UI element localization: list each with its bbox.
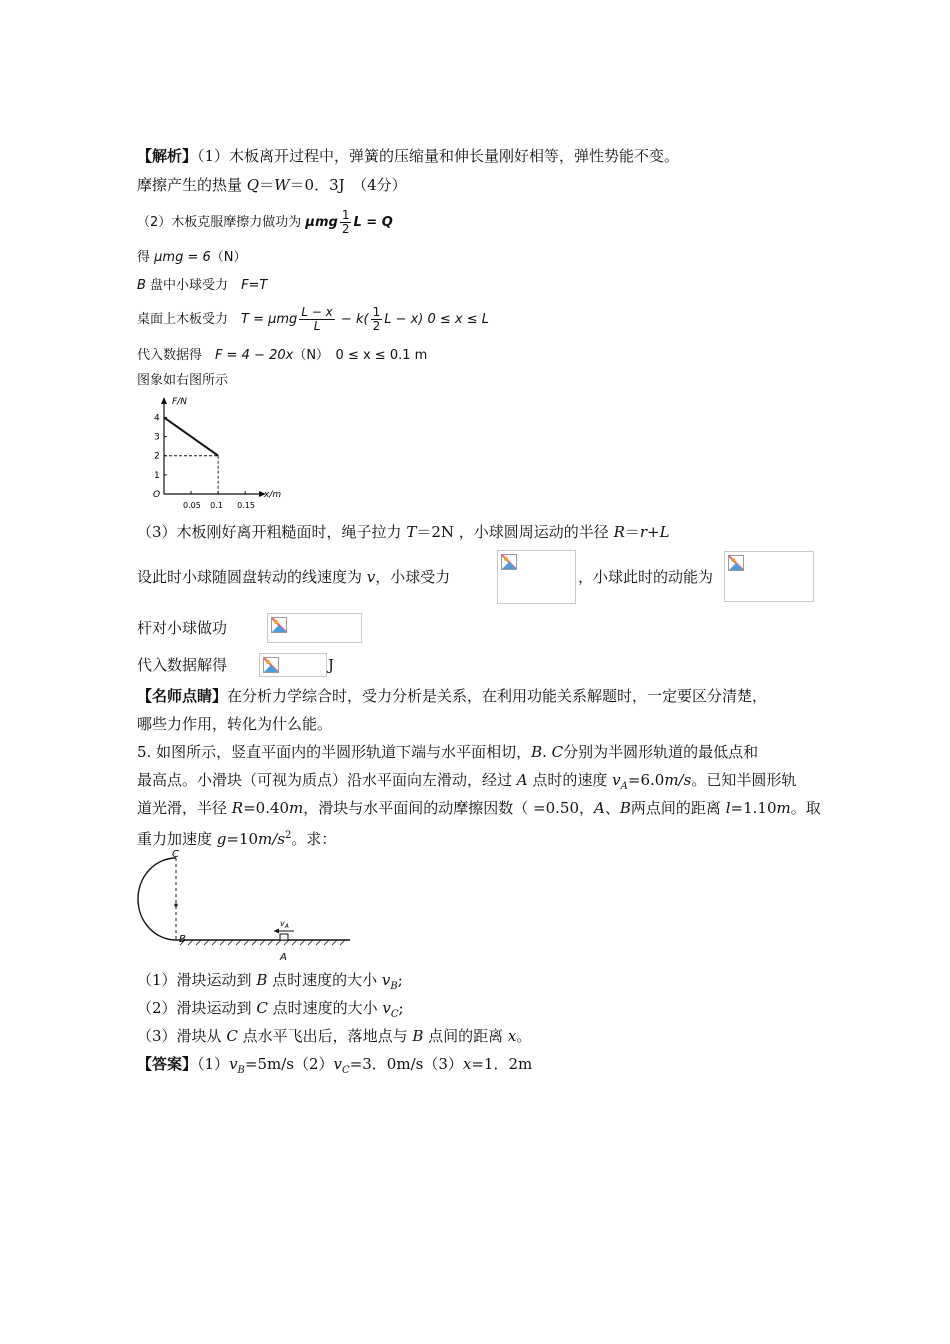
sub-c: C — [390, 1009, 399, 1020]
var-b: B — [256, 971, 268, 989]
analysis-line-4 — [137, 248, 247, 268]
subst-text: 代入数据得 — [137, 348, 216, 363]
var-v: v — [612, 771, 621, 789]
l-value: =1.10 — [730, 799, 777, 817]
broken-image-icon — [501, 554, 517, 570]
answer-1-value: =5m/s（2） — [244, 1055, 334, 1073]
part3-text-c: 设此时小球随圆盘转动的线速度为 — [137, 568, 367, 586]
q5-text-1: 5. 如图所示，竖直平面内的半圆形轨道下端与水平面相切， — [137, 743, 532, 761]
q5-line-2 — [137, 770, 796, 797]
s3-text: （3）滑块从 — [137, 1027, 227, 1045]
fraction-half-2 — [371, 306, 383, 333]
answer-tag: 【答案】 — [137, 1055, 198, 1073]
answer-line — [137, 1054, 532, 1081]
s1-text: （1）滑块运动到 — [137, 971, 257, 989]
f-range: （N） 0 ≤ x ≤ 0.1 m — [293, 348, 428, 363]
semicolon: ; — [397, 971, 403, 989]
analysis-line-5 — [137, 276, 267, 296]
q5-text-1b: 分别为半圆形轨道的最低点和 — [563, 743, 759, 761]
mu-mg: μmg — [305, 215, 338, 230]
velocity-label: $v_A$ — [280, 919, 289, 930]
eq-sign: ＝ — [259, 176, 275, 194]
sub-a: A — [620, 781, 628, 792]
teacher-text: 在分析力学综合时，受力分析是关系，在利用功能关系解题时，一定要区分清楚， — [227, 687, 768, 705]
var-v: v — [381, 971, 391, 989]
broken-image-rod-work — [267, 613, 362, 643]
var-g: g — [216, 830, 227, 848]
ball-force-text: 盘中小球受力 — [145, 278, 242, 293]
s1-text-b: 点时速度的大小 — [267, 971, 382, 989]
analysis-line-2 — [137, 175, 407, 195]
eq-sign: ＝ — [624, 523, 640, 541]
var-w: W — [274, 176, 290, 194]
velocity-arrow-head — [274, 929, 279, 934]
answer-2-value: =3．0m/s（3） — [349, 1055, 463, 1073]
q5-line-3 — [137, 798, 821, 818]
var-q: Q — [246, 176, 260, 194]
var-a: A — [516, 771, 528, 789]
ground-hatching — [180, 940, 345, 945]
part3-line-2b — [578, 567, 713, 587]
q5-sub-2 — [137, 998, 404, 1025]
var-x: x — [507, 1027, 517, 1045]
slider-block — [280, 934, 288, 940]
heat-value: ＝0．3J （4分） — [289, 176, 407, 194]
q5-text-2c: 。已知半圆形轨 — [691, 771, 797, 789]
unit-ms: m/s — [664, 771, 692, 789]
semicircle-track-figure — [130, 848, 355, 966]
s2-text-b: 点时速度的大小 — [267, 999, 383, 1017]
y-axis-label: F/N — [172, 397, 187, 407]
q5-text-4b: 。求： — [291, 830, 337, 848]
period: 。 — [516, 1027, 532, 1045]
sub-b: B — [237, 1065, 245, 1076]
var-x: x — [462, 1055, 472, 1073]
semicolon: ; — [398, 999, 404, 1017]
work-eq-rhs: L = Q — [353, 215, 393, 230]
part3-line-4 — [137, 655, 227, 675]
label-c: C — [172, 849, 179, 860]
y-tick-label: 3 — [154, 432, 160, 443]
s3-text-b: 点水平飞出后，落地点与 — [237, 1027, 413, 1045]
fraction-lx — [299, 306, 334, 333]
label-b: B — [179, 934, 186, 945]
part3-line-2 — [137, 567, 450, 587]
broken-image-icon — [263, 657, 279, 673]
broken-image-result — [259, 653, 327, 677]
force-line — [164, 417, 218, 455]
q5-text-4: 重力加速度 — [137, 830, 217, 848]
s2-text: （2）滑块运动到 — [137, 999, 257, 1017]
graph-caption: 图象如右图所示 — [137, 373, 229, 388]
q5-text-2: 最高点。小滑块（可视为质点）沿水平面向左滑动，经过 — [137, 771, 517, 789]
frac-den: 2 — [372, 319, 381, 333]
var-v: v — [229, 1055, 238, 1073]
var-l: l — [725, 799, 731, 817]
mu-mg-eq: μmg = 6 — [154, 250, 211, 265]
center-point — [174, 903, 177, 906]
g-value: =10 — [226, 830, 259, 848]
get-text: 得 — [137, 250, 155, 265]
q5-sub-3 — [137, 1026, 531, 1046]
broken-image-kinetic — [724, 551, 814, 602]
part3-text-a: （3）木板刚好离开粗糙面时，绳子拉力 — [137, 523, 407, 541]
semicircle-track — [138, 858, 176, 940]
unit-m: m — [776, 799, 791, 817]
var-c: C — [256, 999, 268, 1017]
y-tick-label: 4 — [154, 413, 160, 424]
board-force-text: 桌面上木板受力 — [137, 312, 242, 327]
frac-den: 2 — [341, 222, 350, 236]
teacher-line-1 — [137, 686, 767, 706]
r-value: =0.40 — [243, 799, 290, 817]
ball-force: ，小球受力 — [375, 568, 451, 586]
x-axis-label: x/m — [264, 490, 282, 500]
q5-text-3c: 两点间的距离 — [630, 799, 726, 817]
broken-image-icon — [271, 617, 287, 633]
teacher-tag: 【名师点睛】 — [137, 687, 228, 705]
fraction-half — [340, 209, 352, 236]
analysis-line-7 — [137, 346, 427, 366]
var-v: v — [366, 568, 376, 586]
var-r: R — [231, 799, 244, 817]
origin-label: O — [153, 490, 161, 500]
answer-1-label: （1） — [197, 1055, 230, 1073]
y-tick-label: 1 — [154, 470, 160, 481]
kinetic-energy-text: ，小球此时的动能为 — [578, 568, 714, 586]
x-tick-label: 0.1 — [210, 501, 223, 510]
q5-text-3b: ，滑块与水平面间的动摩擦因数（ =0.50， — [303, 799, 595, 817]
var-b: B — [619, 799, 631, 817]
sub-b: B — [390, 981, 398, 992]
x-tick-label: 0.05 — [183, 501, 201, 510]
var-t: T — [406, 523, 417, 541]
var-a: A — [594, 799, 605, 817]
analysis-line-8 — [137, 371, 228, 391]
unit-ms2: m/s — [258, 830, 286, 848]
broken-image-force — [497, 550, 576, 604]
frac-num: 1 — [372, 305, 381, 319]
var-c: C — [551, 743, 564, 761]
var-v: v — [382, 999, 391, 1017]
analysis-line-3 — [137, 208, 393, 238]
s3-text-c: 点间的距离 — [423, 1027, 508, 1045]
q5-text-3d: 。取 — [790, 799, 821, 817]
sup-2: 2 — [285, 830, 292, 841]
sub-c: C — [342, 1065, 350, 1076]
q5-line-1 — [137, 742, 758, 762]
teacher-text-2: 哪些力作用，转化为什么能。 — [137, 715, 333, 733]
unit-m: m — [289, 799, 304, 817]
r-plus-l: r+L — [639, 523, 670, 541]
broken-image-icon — [728, 555, 744, 571]
part3-line-3 — [137, 618, 227, 638]
label-a: A — [280, 952, 287, 963]
part3-text-b: ＝2N ，小球圆周运动的半径 — [416, 523, 614, 541]
unit-j: J — [328, 656, 335, 674]
teacher-line-2 — [137, 714, 332, 734]
sep: 、 — [604, 799, 620, 817]
minus-k: − k( — [336, 312, 369, 327]
frac-num: 1 — [341, 208, 350, 222]
t-eq: T = μmg — [241, 312, 298, 327]
f-eq-t: F=T — [241, 278, 268, 293]
q5-text-3: 道光滑，半径 — [137, 799, 232, 817]
q5-line-4 — [137, 826, 336, 849]
y-tick-label: 2 — [154, 451, 160, 462]
f-formula: F = 4 − 20x — [215, 348, 294, 363]
var-b: B — [137, 278, 146, 293]
heat-text: 摩擦产生的热量 — [137, 176, 247, 194]
x-tick-label: 0.15 — [237, 501, 255, 510]
frac-num: L − x — [301, 305, 333, 319]
answer-3-value: =1．2m — [471, 1055, 533, 1073]
q5-text-2b: 点时的速度 — [527, 771, 613, 789]
range-text: L − x) 0 ≤ x ≤ L — [384, 312, 490, 327]
var-v: v — [333, 1055, 343, 1073]
frac-den: L — [313, 319, 321, 333]
analysis-text-1: （1）木板离开过程中，弹簧的压缩量和伸长量刚好相等，弹性势能不变。 — [197, 147, 680, 165]
rod-work-text: 杆对小球做功 — [137, 619, 228, 637]
var-c: C — [226, 1027, 238, 1045]
solve-text: 代入数据解得 — [137, 656, 228, 674]
analysis-line-1 — [137, 146, 679, 166]
unit-n: （N） — [210, 250, 247, 265]
var-b: B — [412, 1027, 424, 1045]
var-r: R — [613, 523, 625, 541]
va-value: =6.0 — [627, 771, 665, 789]
y-axis-arrow — [161, 397, 167, 404]
work-text: （2）木板克服摩擦力做功为 — [137, 215, 306, 230]
analysis-line-6 — [137, 304, 489, 336]
part3-line-1 — [137, 522, 670, 542]
q5-sub-1 — [137, 970, 403, 997]
dot: . — [542, 743, 552, 761]
analysis-tag: 【解析】 — [137, 147, 198, 165]
part3-unit — [328, 655, 334, 675]
var-b: B — [531, 743, 543, 761]
force-displacement-chart — [140, 397, 282, 516]
